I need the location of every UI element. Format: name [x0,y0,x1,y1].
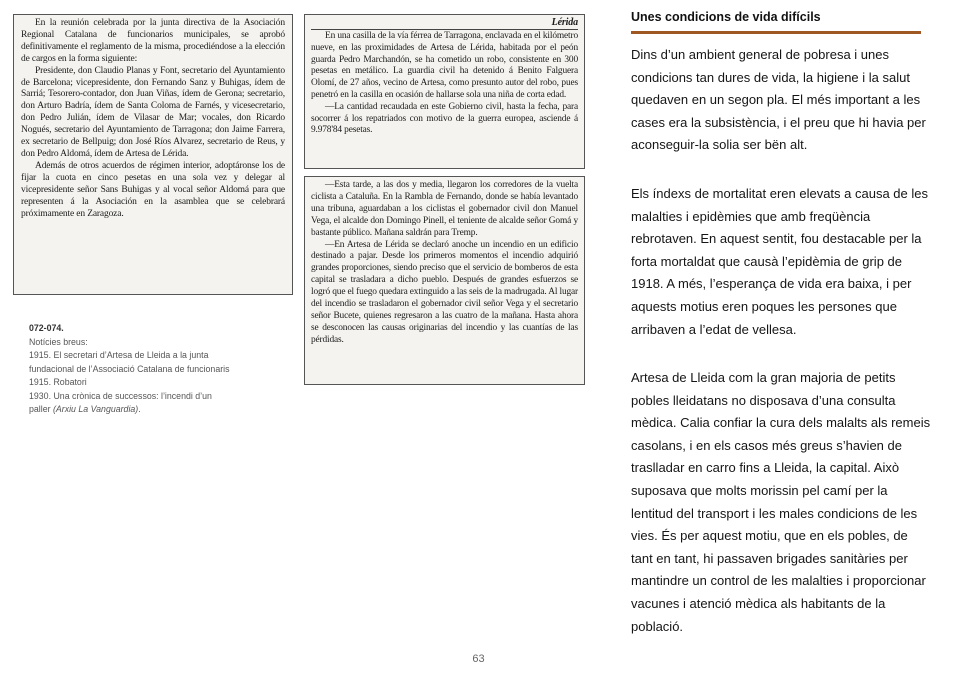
clipping-paragraph: Además de otros acuerdos de régimen interior, adoptáronse los de fijar la cuota en cinco pesetas en una sola vez y delegar al vicepresidente señor Sans Buhigas y al vocal señor Aldomá para que representen á la Asociación en la asamblea que se celebrará próximamente en Zaragoza. [21,160,285,219]
caption-text: paller [29,404,53,414]
caption-line [29,403,279,417]
clipping-paragraph: —La cantidad recaudada en este Gobierno civil, hasta la fecha, para socorrer á los repatriados con motivo de la guerra europea, asciende á 9.978'84 pesetas. [311,101,578,136]
article-paragraph: Els índexs de mortalitat eren elevats a causa de les malalties i epidèmies que amb freqüència rebrotaven. En aquest sentit, fou destacable per la forta mortaldat que causà l’epidèmia de grip de 1918. A més, l’esperança de vida era baixa, i per aquests motius eren poques les persones que arribaven a l’edat de vellesa. [631,186,928,337]
clipping-paragraph: Presidente, don Claudio Planas y Font, secretario del Ayuntamiento de Barcelona; vicepresidente, don Fernando Sanz y Buhigas, ídem de Sarriá; Tesorero-contador, don Juan Viñas, ídem de Gerona; secretario, don Arturo Badría, ídem de Santa Coloma de Farnés, y vicesecretario, don Pedro Julián, ídem de Vilasar de Mar; vocales, don Ricardo Nogués, secretario del Ayuntamiento de Tarragona; don Jaime Farrera, ex secretario de Bellpuig; don José Ríos Alvarez, secretario de Reus, y don Pedro Aldomá, ídem de Artesa de Lérida. [21,65,285,159]
caption-text: . [138,404,141,414]
newspaper-clipping-robatori [304,14,585,169]
title-divider [631,31,921,34]
clipping-paragraph: —En Artesa de Lérida se declaró anoche un incendio en un edificio destinado a pajar. Desde los primeros momentos el incendio adquirió grandes proporciones, siendo preciso que el servicio de bomberos de esta capital se trasladara a dicho pueblo. Después de grandes esfuerzos se logró que el fuego quedara extinguido a las seis de la madrugada. Al lugar del incendio se trasladaron el gobernador civil señor Vega y el secretario señor Bucete, quienes regresaron a las cuatro de la mañana. Hasta ahora se desconocen las causas originarias del incendio y las cuantías de las pérdidas. [311,239,578,345]
caption-line: 1915. El secretari d’Artesa de Lleida a la junta [29,350,209,360]
clipping-header: Lérida [311,17,578,30]
caption-line: 1915. Robatori [29,377,87,387]
caption-source: (Arxiu La Vanguardia) [52,404,139,414]
caption-number: 072-074. [29,323,64,333]
caption-line: 1930. Una crònica de successos: l’incendi d’un [29,390,212,401]
caption-line: Notícies breus: [29,336,88,347]
clipping-paragraph: —Esta tarde, a las dos y media, llegaron los corredores de la vuelta ciclista a Cataluña. En la Rambla de Fernando, donde se había levantado una tribuna, aguardaban a los ciclistas el gobernador civil don Manuel Vega, el alcalde don Domingo Pinell, el teniente de alcalde señor Gomá y bastante público. Mañana saldrán para Tremp. [311,180,578,238]
article-title: Unes condicions de vida difícils [631,10,821,24]
image-caption [29,322,279,417]
article-paragraph: Dins d’un ambient general de pobresa i unes condicions tan dures de vida, la higiene i la salut quedaven en un segon pla. El més important a les cases era la subsistència, i el preu que hi havia per aconseguir-la solia ser bën alt. [631,47,926,153]
article-paragraph: Artesa de Lleida com la gran majoria de petits pobles lleidatans no disposava d’una consulta mèdica. Calia confiar la cura dels malalts als remeis casolans, i en els casos més greus s’havien de traslladar en carro fins a Lleida, la capital. Això suposava que molts morissin pel camí per la lentitud del transport i les males condicions de les vies. És per aquest motiu, que en els pobles, de tant en tant, hi passaven brigades sanitàries per mantindre un control de les malalties i proporcionar vacunes i atenció mèdica als habitants de la població. [631,370,931,634]
newspaper-clipping-associacio [13,14,293,295]
clipping-paragraph: En una casilla de la vía férrea de Tarragona, enclavada en el kilómetro nueve, en las proximidades de Artesa de Lérida, habitada por el peón guarda Pedro Marchandón, se ha cometido un robo, consistente en 300 pesetas en metálico. La guardia civil ha detenido á Benito Falguera Olomí, de 27 años, vecino de Artesa, como presunto autor del robo, pues penetró en la casilla en ocasión de hallarse sola una niña de corta edad. [311,31,578,100]
clipping-paragraph: En la reunión celebrada por la junta directiva de la Asociación Regional Catalana de funcionarios municipales, se aprobó definitivamente el reglamento de la misma, procediéndose a la elección de cargos en la forma siguiente: [21,18,285,64]
page-number: 63 [472,653,485,665]
newspaper-clipping-incendi [304,176,585,385]
caption-line: fundacional de l’Associació Catalana de funcionaris [29,363,230,374]
